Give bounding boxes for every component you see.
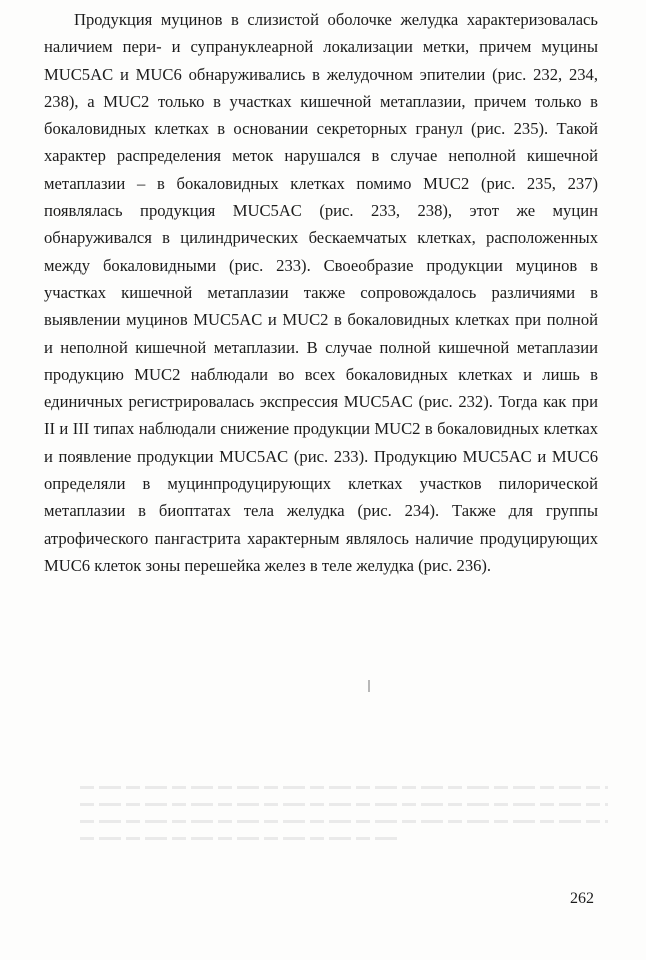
- text-line: между бокаловидными (рис. 233). Своеобразие продукции муцинов в: [44, 255, 598, 275]
- text-line: Продукция муцинов в слизистой оболочке желудка характеризовалась: [74, 10, 598, 29]
- scan-artifact: [368, 680, 370, 692]
- text-line: 238), а MUC2 только в участках кишечной метаплазии, причем только в: [44, 91, 598, 111]
- text-line: метаплазии в биоптатах тела желудка (рис. 234). Также для группы: [44, 501, 598, 521]
- text-line: и появление продукции MUC5AC (рис. 233). Продукцию MUC5AC и MUC6: [44, 446, 598, 466]
- text-line: II и III типах наблюдали снижение продукции MUC2 в бокаловидных клетках: [44, 419, 598, 439]
- page-number: 262: [570, 890, 594, 907]
- text-line: выявлении муцинов MUC5AC и MUC2 в бокаловидных клетках при полной: [44, 310, 598, 330]
- text-line: наличием пери- и супрануклеарной локализации метки, причем муцины: [44, 37, 598, 57]
- text-line: обнаруживался в цилиндрических бескаемчатых клетках, расположенных: [44, 228, 598, 248]
- text-line: атрофического пангастрита характерным являлось наличие продуцирующих: [44, 528, 598, 548]
- body-paragraph: [44, 6, 598, 579]
- text-line: участках кишечной метаплазии также сопровождалось различиями в: [44, 282, 598, 302]
- text-line: продукцию MUC2 наблюдали во всех бокаловидных клетках и лишь в: [44, 364, 598, 384]
- text-line: единичных регистрировалась экспрессия MUC5AC (рис. 232). Тогда как при: [44, 392, 598, 412]
- text-line: и неполной кишечной метаплазии. В случае полной кишечной метаплазии: [44, 337, 598, 357]
- bleed-through-text: [80, 772, 608, 872]
- text-line: определяли в муцинпродуцирующих клетках участков пилорической: [44, 474, 598, 494]
- text-line: MUC5AC и MUC6 обнаруживались в желудочном эпителии (рис. 232, 234,: [44, 64, 598, 84]
- text-line: MUC6 клеток зоны перешейка желез в теле желудка (рис. 236).: [44, 555, 492, 575]
- text-line: появлялась продукция MUC5AC (рис. 233, 238), этот же муцин: [44, 201, 598, 221]
- text-line: метаплазии – в бокаловидных клетках помимо MUC2 (рис. 235, 237): [44, 173, 598, 193]
- text-line: бокаловидных клетках в основании секреторных гранул (рис. 235). Такой: [44, 119, 598, 139]
- text-line: характер распределения меток нарушался в случае неполной кишечной: [44, 146, 598, 166]
